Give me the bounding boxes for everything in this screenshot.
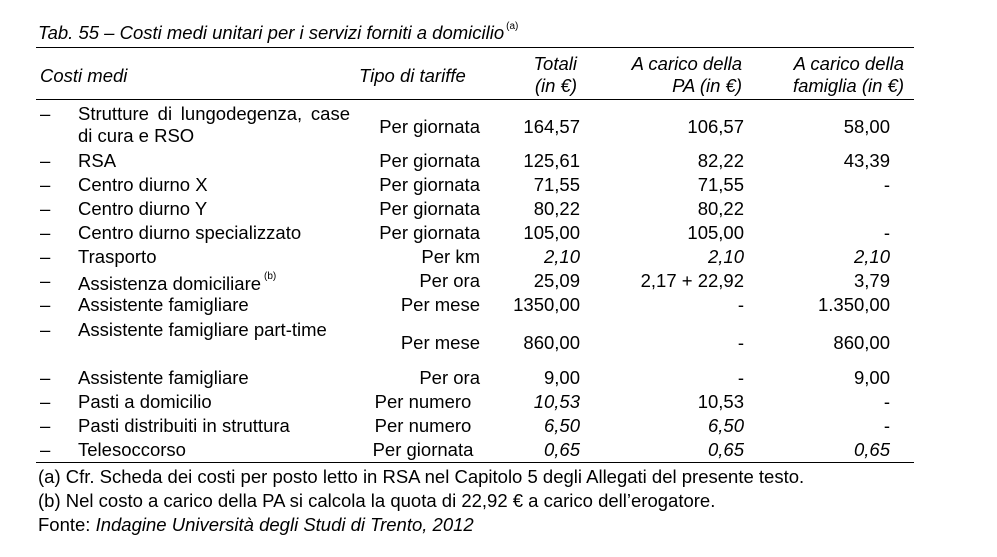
row-label: Pasti a domicilio xyxy=(78,391,212,412)
row-label: Assistente famigliare xyxy=(78,367,249,388)
row-famiglia: 2,10 xyxy=(853,246,890,267)
row-pa: 6,50 xyxy=(707,415,744,436)
row-totali: 125,61 xyxy=(523,150,580,171)
row-pa: 106,57 xyxy=(687,116,744,137)
row-totali: 0,65 xyxy=(543,439,580,460)
row-famiglia: - xyxy=(883,174,890,195)
row-totali: 1350,00 xyxy=(513,294,580,315)
row-tipo: Per numero xyxy=(374,391,472,412)
row-tipo: Per giornata xyxy=(372,439,474,460)
row-tipo: Per km xyxy=(421,246,480,267)
source-label: Fonte: xyxy=(38,514,96,535)
row-pa: 105,00 xyxy=(687,222,744,243)
bottom-rule xyxy=(36,462,914,463)
row-famiglia: 9,00 xyxy=(853,367,890,388)
table-row xyxy=(36,319,914,363)
row-pa: 0,65 xyxy=(707,439,744,460)
row-dash: – xyxy=(40,415,51,436)
row-totali: 105,00 xyxy=(523,222,580,243)
row-tipo: Per ora xyxy=(419,367,480,388)
row-famiglia: 860,00 xyxy=(833,332,890,353)
top-rule xyxy=(36,47,914,48)
row-famiglia: - xyxy=(883,222,890,243)
table-title: Tab. 55 – Costi medi unitari per i servizi forniti a domicilio $^{(a)}$ xyxy=(38,20,519,43)
row-famiglia: - xyxy=(883,391,890,412)
row-dash: – xyxy=(40,103,51,124)
header-tipo-tariffe: Tipo di tariffe xyxy=(359,65,466,86)
row-label: Telesoccorso xyxy=(78,439,186,460)
row-dash: – xyxy=(40,222,51,243)
row-dash: – xyxy=(40,367,51,388)
row-pa: 2,17 + 22,92 xyxy=(640,270,744,291)
row-label: RSA xyxy=(78,150,117,171)
row-totali: 2,10 xyxy=(543,246,580,267)
row-pa: 80,22 xyxy=(697,198,744,219)
row-pa: - xyxy=(737,367,744,388)
row-dash: – xyxy=(40,319,51,340)
header-rule xyxy=(36,99,914,100)
row-dash: – xyxy=(40,174,51,195)
row-totali: 80,22 xyxy=(533,198,580,219)
row-label: Assistenza domiciliare $^{(b)}$ xyxy=(78,271,277,295)
row-totali: 25,09 xyxy=(533,270,580,291)
header-carico-pa: A carico della PA (in €) xyxy=(631,53,742,96)
row-famiglia: 3,79 xyxy=(853,270,890,291)
row-totali: 71,55 xyxy=(533,174,580,195)
row-totali: 10,53 xyxy=(533,391,580,412)
row-dash: – xyxy=(40,439,51,460)
row-label: Strutture di lungodegenza, case di cura e RSO xyxy=(78,103,350,146)
header-costi-medi: Costi medi xyxy=(40,65,128,86)
row-label: Centro diurno Y xyxy=(78,198,208,219)
row-totali: 9,00 xyxy=(543,367,580,388)
row-dash: – xyxy=(40,294,51,315)
row-dash: – xyxy=(40,150,51,171)
row-famiglia: 58,00 xyxy=(843,116,890,137)
note-b: (b) Nel costo a carico della PA si calcola la quota di 22,92 € a carico dell’erogatore. xyxy=(38,490,716,511)
header-totali: Totali (in €) xyxy=(533,53,577,96)
row-famiglia: 1.350,00 xyxy=(817,294,890,315)
row-tipo: Per numero xyxy=(374,415,472,436)
row-footnote-marker: (b) xyxy=(264,271,277,282)
note-a: (a) Cfr. Scheda dei costi per posto letto in RSA nel Capitolo 5 degli Allegati del presente testo. xyxy=(38,466,805,487)
row-famiglia: 0,65 xyxy=(853,439,890,460)
row-tipo: Per giornata xyxy=(379,174,480,195)
source-note xyxy=(38,514,474,536)
row-totali: 164,57 xyxy=(523,116,580,137)
row-tipo: Per mese xyxy=(400,332,480,353)
row-tipo: Per ora xyxy=(419,270,480,291)
source-value: Indagine Università degli Studi di Trento, 2012 xyxy=(95,514,474,535)
row-famiglia: - xyxy=(883,415,890,436)
row-label: Centro diurno X xyxy=(78,174,208,195)
row-label: Trasporto xyxy=(78,246,157,267)
row-tipo: Per giornata xyxy=(379,198,480,219)
row-pa: 2,10 xyxy=(707,246,744,267)
title-footnote-marker: (a) xyxy=(506,20,519,32)
row-pa: 10,53 xyxy=(697,391,744,412)
row-label: Assistente famigliare xyxy=(78,294,249,315)
row-label: Pasti distribuiti in struttura xyxy=(78,415,290,436)
row-totali: 860,00 xyxy=(523,332,580,353)
row-tipo: Per mese xyxy=(400,294,480,315)
row-label: Assistente famigliare part-time xyxy=(78,319,327,340)
row-label: Centro diurno specializzato xyxy=(78,222,302,243)
header-carico-famiglia: A carico della famiglia (in €) xyxy=(792,53,904,96)
row-tipo: Per giornata xyxy=(379,222,480,243)
row-dash: – xyxy=(40,270,51,291)
row-totali: 6,50 xyxy=(543,415,580,436)
row-pa: 82,22 xyxy=(697,150,744,171)
row-dash: – xyxy=(40,391,51,412)
row-dash: – xyxy=(40,198,51,219)
row-pa: - xyxy=(737,332,744,353)
row-pa: 71,55 xyxy=(697,174,744,195)
row-pa: - xyxy=(737,294,744,315)
row-tipo: Per giornata xyxy=(379,150,480,171)
row-tipo: Per giornata xyxy=(379,116,480,137)
table-row xyxy=(36,103,914,147)
row-famiglia: 43,39 xyxy=(843,150,890,171)
row-dash: – xyxy=(40,246,51,267)
